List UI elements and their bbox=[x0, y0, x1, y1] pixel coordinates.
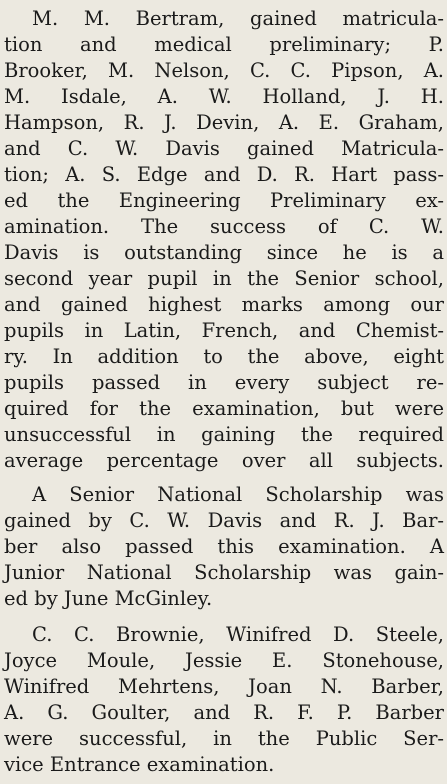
text-line: ed the Engineering Preliminary ex- bbox=[4, 189, 444, 212]
text-line: and gained highest marks among our bbox=[4, 293, 444, 316]
text-line: A. G. Goulter, and R. F. P. Barber bbox=[4, 701, 444, 724]
text-line: ry. In addition to the above, eight bbox=[4, 345, 444, 368]
text-line: Davis is outstanding since he is a bbox=[4, 241, 444, 264]
text-line: and C. W. Davis gained Matricula- bbox=[4, 137, 444, 160]
text-line: C. C. Brownie, Winifred D. Steele, bbox=[32, 623, 444, 646]
text-line: were successful, in the Public Ser- bbox=[4, 727, 444, 750]
text-line: quired for the examination, but were bbox=[4, 397, 444, 420]
text-line: Junior National Scholarship was gain- bbox=[4, 561, 444, 584]
text-line: average percentage over all subjects. bbox=[4, 449, 444, 472]
text-line: M. M. Bertram, gained matricula- bbox=[32, 7, 444, 30]
text-line: second year pupil in the Senior school, bbox=[4, 267, 444, 290]
text-line: ed by June McGinley. bbox=[4, 587, 213, 610]
text-line: Joyce Moule, Jessie E. Stonehouse, bbox=[4, 649, 444, 672]
text-line: tion; A. S. Edge and D. R. Hart pass- bbox=[4, 163, 444, 186]
text-line: A Senior National Scholarship was bbox=[32, 483, 444, 506]
text-line: amination. The success of C. W. bbox=[4, 215, 444, 238]
text-line: M. Isdale, A. W. Holland, J. H. bbox=[4, 85, 444, 108]
text-line: pupils passed in every subject re- bbox=[4, 371, 444, 394]
text-line: Brooker, M. Nelson, C. C. Pipson, A. bbox=[4, 59, 444, 82]
text-line: vice Entrance examination. bbox=[4, 753, 275, 776]
text-line: Hampson, R. J. Devin, A. E. Graham, bbox=[4, 111, 444, 134]
text-line: Winifred Mehrtens, Joan N. Barber, bbox=[4, 675, 444, 698]
text-line: gained by C. W. Davis and R. J. Bar- bbox=[4, 509, 444, 532]
text-line: unsuccessful in gaining the required bbox=[4, 423, 444, 446]
text-line: ber also passed this examination. A bbox=[4, 535, 444, 558]
text-line: pupils in Latin, French, and Chemist- bbox=[4, 319, 444, 342]
text-line: tion and medical preliminary; P. bbox=[4, 33, 444, 56]
